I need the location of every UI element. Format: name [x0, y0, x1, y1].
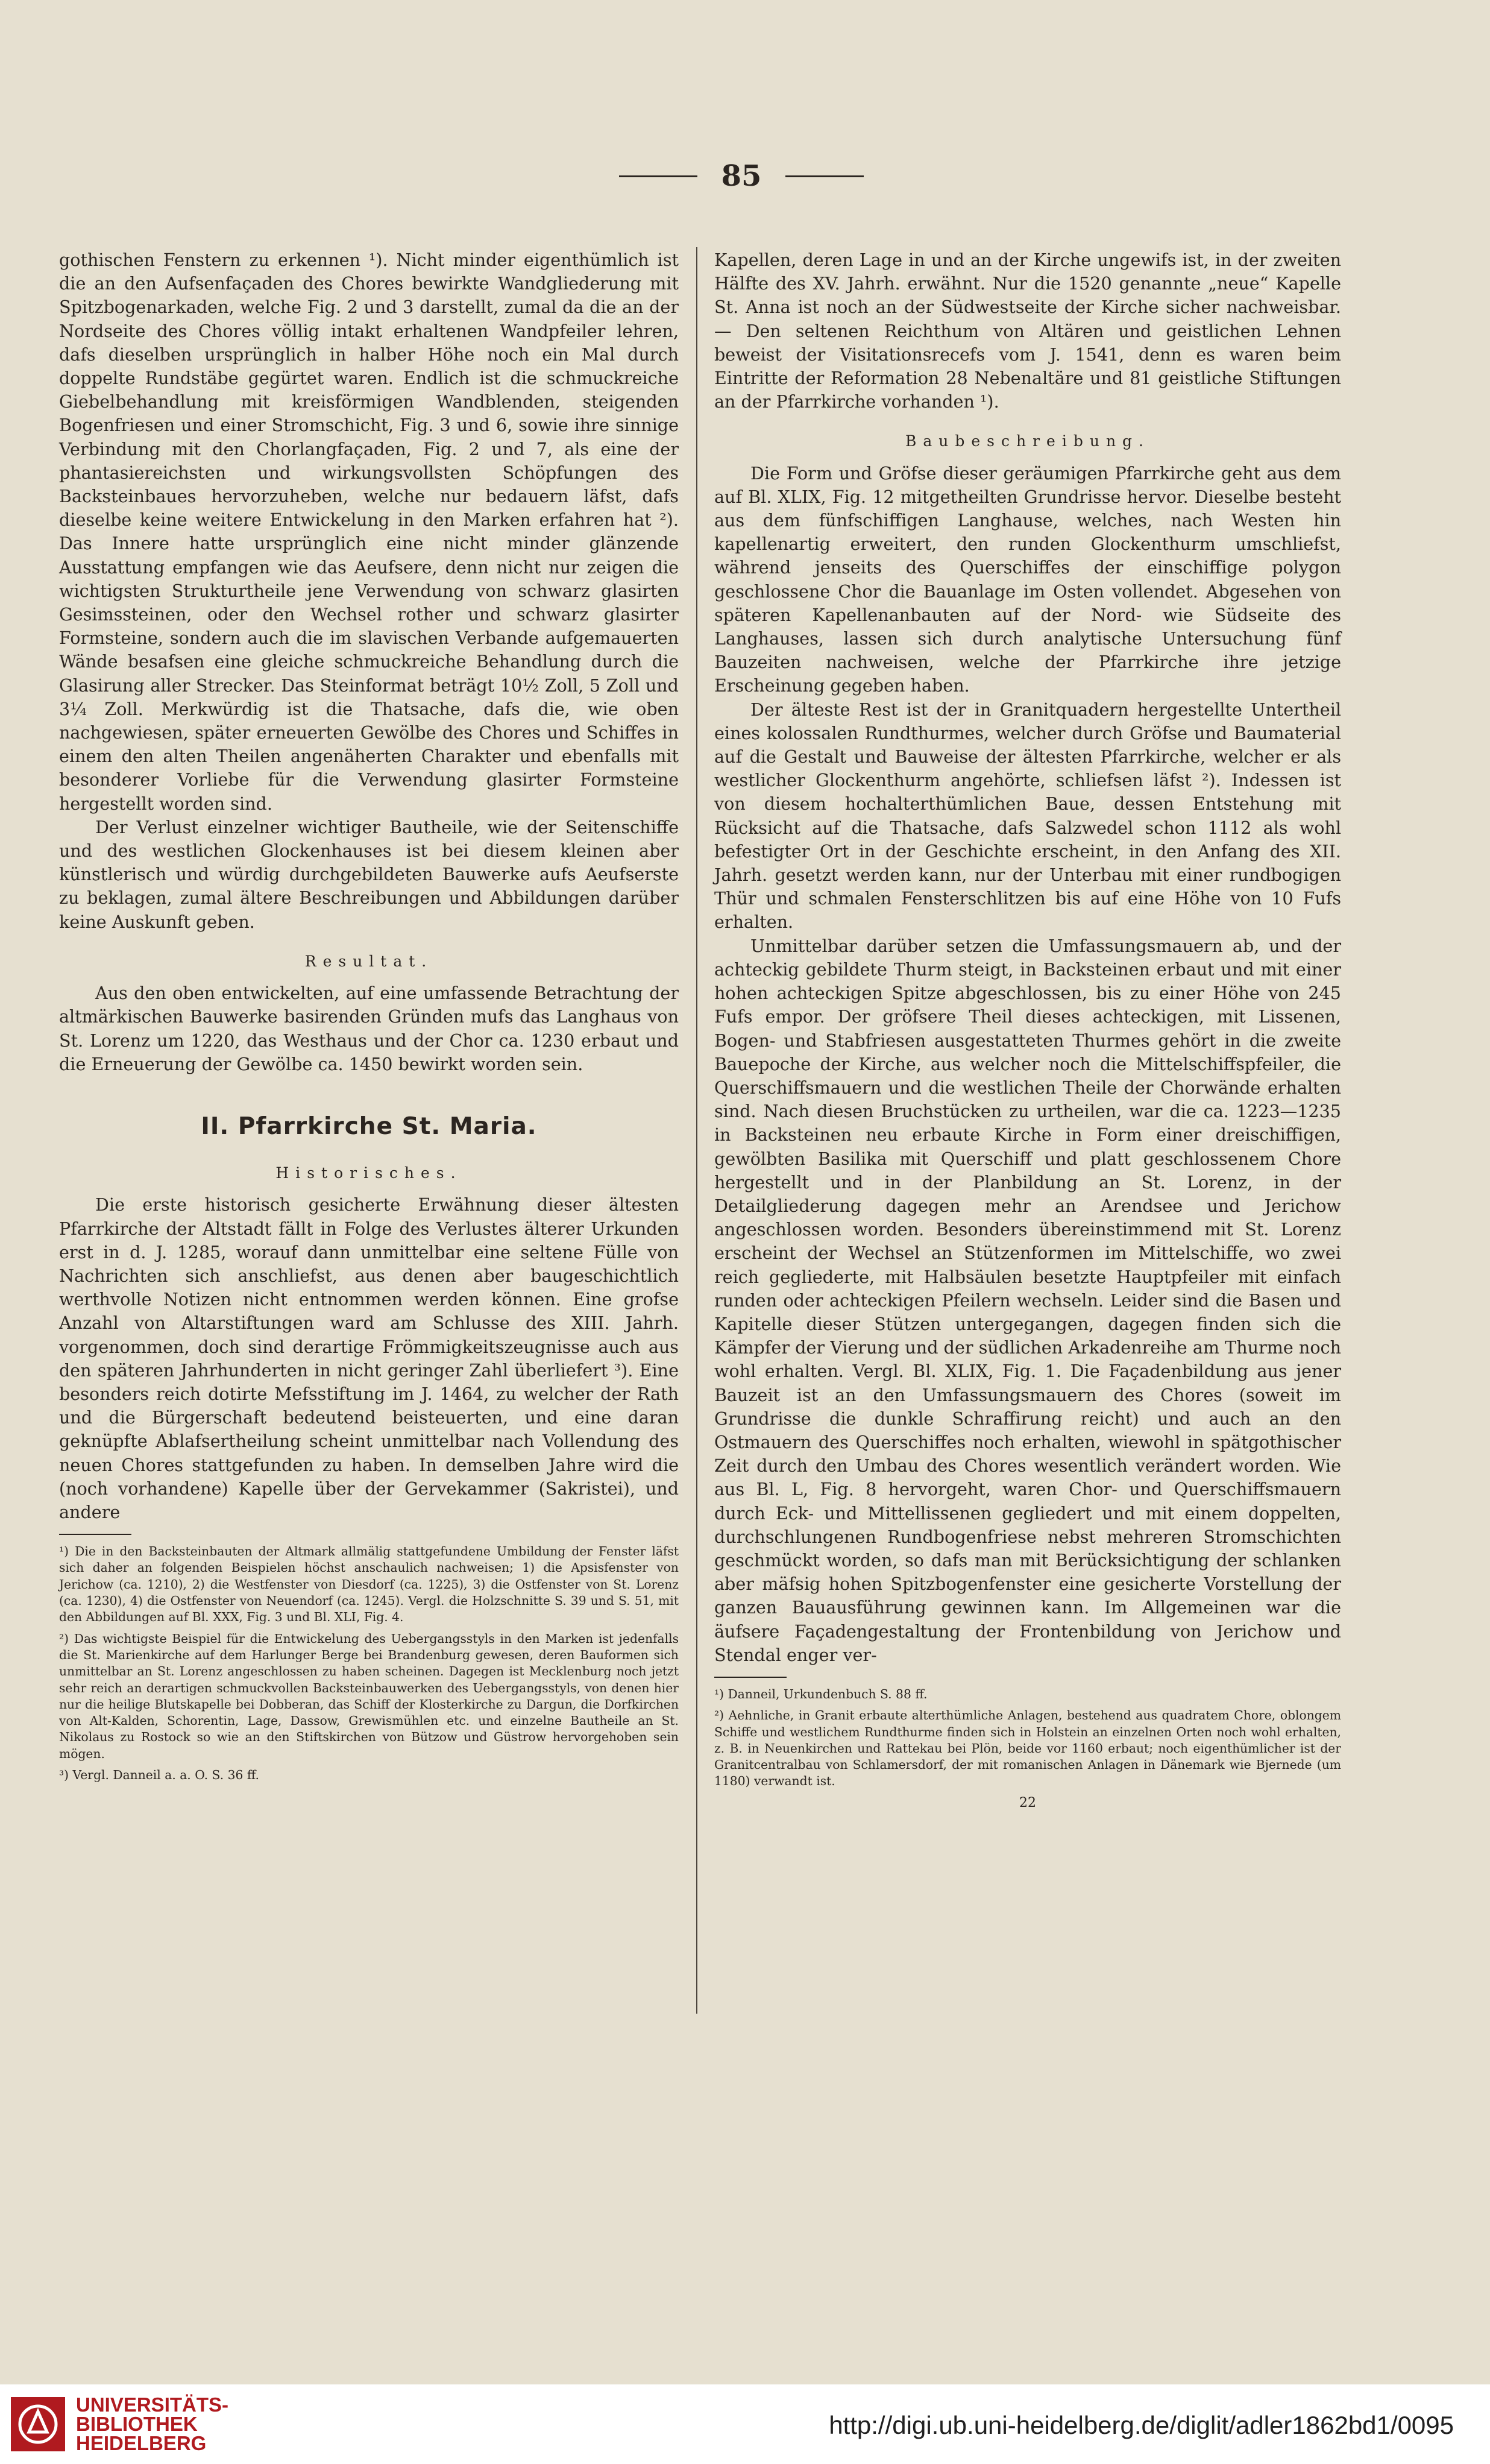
section-heading-historisches: Historisches.: [275, 1164, 462, 1182]
right-paragraph-4: Unmittelbar darüber setzen die Umfassungsmauern ab, und der achteckig gebildete Thurm steigt, in Backsteinen erbaut und mit einer hohen achteckigen Spitze abgeschlossen, bis zu einer Höhe von 245 Fufs empor. Der gröfsere Theil dieses achteckigen, mit Lissenen, Bogen- und Stabfriesen ausgestatteten Thurmes gehört in die zweite Bauepoche der Kirche, aus welcher noch die Mittelschiffspfeiler, die Querschiffsmauern und die westlichen Theile der Chorwände erhalten sind. Nach diesen Bruchstücken zu urtheilen, war die ca. 1223—1235 in Backsteinen neu erbaute Kirche in Form einer dreischiffigen, gewölbten Basilika mit Querschiff und platt geschlossenem Chore hergestellt und in der Planbildung an St. Lorenz, in der Detailgliederung dagegen mehr an Arendsee und Jerichow angeschlossen worden. Besonders übereinstimmend mit St. Lorenz erscheint der Wechsel an Stützenformen im Mittelschiffe, wo zwei reich gegliederte, mit Halbsäulen besetzte Hauptpfeiler mit einfach runden oder achteckigen Pfeilern wechseln. Leider sind die Basen und Kapitelle dieser Stützen untergegangen, dagegen finden sich die Kämpfer der Vierung und der südlichen Arkadenreihe am Thurme noch wohl erhalten. Vergl. Bl. XLIX, Fig. 1. Die Façadenbildung aus jener Bauzeit ist an den Umfassungsmauern des Chores (soweit im Grundrisse die dunkle Schraffirung reicht) und auch an den Ostmauern des Querschiffes noch erhalten, wiewohl in spätgothischer Zeit durch den Umbau des Chores wesentlich verändert worden. Wie aus Bl. L, Fig. 8 hervorgeht, waren Chor- und Querschiffsmauern durch Eck- und Mittellissenen gegliedert und mit einem doppelten, durchschlungenen Rundbogenfriese nebst mehreren Stromschichten geschmückt worden, so dafs man mit Berücksichtigung der schlanken aber mäfsig hohen Spitzbogenfenster eine gesicherte Vorstellung der ganzen Bauausführung gewinnen kann. Im Allgemeinen war die äufsere Façadengestaltung der Frontenbildung von Jerichow und Stendal enger ver-: [714, 935, 1341, 1665]
right-footnote-1: ¹) Danneil, Urkundenbuch S. 88 ff.: [714, 1686, 928, 1701]
right-paragraph-1: Kapellen, deren Lage in und an der Kirche ungewifs ist, in der zweiten Hälfte des XV. Jahrh. erwähnt. Nur die 1520 genannte „neue“ Kapelle St. Anna ist noch an der Südwestseite der Kirche sicher nachweisbar. — Den seltenen Reichthum von Altären und geistlichen Lehnen beweist der Visitationsrecefs vom J. 1541, denn es waren beim Eintritte der Reformation 28 Nebenaltäre und 81 geistliche Stiftungen an der Pfarrkirche vorhanden ¹).: [714, 250, 1341, 412]
footnote-rule-right: [714, 1677, 787, 1678]
left-paragraph-3: Aus den oben entwickelten, auf eine umfassende Betrachtung der altmärkischen Bauwerke basirenden Gründen mufs das Langhaus von St. Lorenz um 1220, das Westhaus und der Chor ca. 1230 erbaut und die Erneuerung der Gewölbe ca. 1450 bewirkt worden sein.: [59, 983, 679, 1074]
footnote-rule-left: [59, 1534, 131, 1535]
left-footnotes: [59, 1543, 679, 1783]
left-column: [59, 248, 679, 1788]
right-paragraph-2: Die Form und Gröfse dieser geräumigen Pfarrkirche geht aus dem auf Bl. XLIX, Fig. 12 mitgetheilten Grundrisse hervor. Dieselbe besteht aus dem fünfschiffigen Langhause, welches, nach Westen hin kapellenartig erweitert, den runden Glockenthurm umschliefst, während jenseits des Querschiffes der einschiffige polygon geschlossene Chor die Bauanlage im Osten vollendet. Abgesehen von späteren Kapellenanbauten auf der Nord- wie Südseite des Langhauses, lassen sich durch analytische Untersuchung fünf Bauzeiten nachweisen, welche der Pfarrkirche ihre jetzige Erscheinung gegeben haben.: [714, 462, 1341, 696]
library-name-line-3: HEIDELBERG: [76, 2432, 207, 2454]
library-logo[interactable]: [11, 2395, 228, 2453]
page-header: [612, 158, 871, 194]
right-paragraph-3: Der älteste Rest ist der in Granitquadern hergestellte Untertheil eines kolossalen Rundthurmes, welcher durch Gröfse und Baumaterial auf die Gestalt und Bauweise der ältesten Pfarrkirche, welcher er als westlicher Glockenthurm angehörte, schliefsen läfst ²). Indessen ist von diesem hochalterthümlichen Baue, dessen Entstehung mit Rücksicht auf die Thatsache, dafs Salzwedel schon 1112 als wohl befestigter Ort in der Geschichte erscheint, in den Anfang des XII. Jahrh. gesetzt werden kann, nur der Unterbau mit einer rundbogigen Thür und schmalen Fensterschlitzen bis auf eine Höhe von 10 Fufs erhalten.: [714, 699, 1341, 933]
column-divider: [696, 247, 697, 2014]
right-footnotes: [714, 1686, 1341, 1811]
page-number: 85: [721, 159, 762, 193]
library-name-line-2: BIBLIOTHEK: [76, 2413, 198, 2435]
left-paragraph-2: Der Verlust einzelner wichtiger Bautheile, wie der Seitenschiffe und des westlichen Glockenhauses ist bei diesem kleinen aber künstlerisch und würdig durchgebildeten Bauwerke aufs Aeufserste zu beklagen, zumal ältere Beschreibungen und Abbildungen darüber keine Auskunft geben.: [59, 816, 679, 932]
header-rule-right: [785, 175, 864, 177]
section-heading-resultat: Resultat.: [304, 952, 433, 970]
viewer-footer: [0, 2384, 1490, 2464]
sheet-number: 22: [1019, 1795, 1036, 1810]
header-rule-left: [619, 175, 697, 177]
left-paragraph-1: gothischen Fenstern zu erkennen ¹). Nicht minder eigenthümlich ist die an den Aufsenfaçaden des Chores bewirkte Wandgliederung mit Spitzbogenarkaden, welche Fig. 2 und 3 darstellt, zumal da die an der Nordseite des Chores völlig intakt erhaltenen Wandpfeiler lehren, dafs dieselben ursprünglich in halber Höhe noch ein Mal durch doppelte Rundstäbe gegürtet waren. Endlich ist die schmuckreiche Giebelbehandlung mit kreisförmigen Wandblenden, steigenden Bogenfriesen und einer Stromschicht, Fig. 3 und 6, sowie ihre sinnige Verbindung mit den Chorlangfaçaden, Fig. 2 und 7, als eine der phantasiereichsten und wirkungsvollsten Schöpfungen des Backsteinbaues hervorzuheben, welche nur bedauern läfst, dafs dieselbe keine weitere Entwickelung in den Marken erfahren hat ²). Das Innere hatte ursprünglich eine nicht minder glänzende Ausstattung empfangen wie das Aeufsere, denn nicht nur zeigen die wichtigsten Strukturtheile jene Verwendung von schwarz glasirten Gesimssteinen, oder den Wechsel rother und schwarz glasirter Formsteine, sondern auch die im slavischen Verbande aufgemauerten Wände besafsen eine gleiche schmuckreiche Behandlung durch die Glasirung aller Strecker. Das Steinformat beträgt 10½ Zoll, 5 Zoll und 3¼ Zoll. Merkwürdig ist die Thatsache, dafs die, wie oben nachgewiesen, später erneuerten Gewölbe des Chores und Schiffes in einem den alten Theilen angenäherten Charakter und ebenfalls mit besonderer Vorliebe für die Verwendung glasirter Formsteine hergestellt worden sind.: [59, 250, 679, 814]
library-seal-icon: [11, 2397, 65, 2451]
right-footnote-2: ²) Aehnliche, in Granit erbaute alterthümliche Anlagen, bestehend aus quadratem Chore, oblongem Schiffe und westlichem Rundthurme finden sich in Holstein an einzelnen Orten noch wohl erhalten, z. B. in Neuenkirchen und Rattekau bei Plön, beide vor 1160 erbaut; noch eigenthümlicher ist der Granitcentralbau von Schlamersdorf, der mit romanischen Anlagen in Dänemark wie Bjernede (um 1180) verwandt ist.: [714, 1708, 1341, 1789]
library-name-line-1: UNIVERSITÄTS-: [76, 2393, 229, 2416]
library-name: [76, 2395, 228, 2453]
left-paragraph-4: Die erste historisch gesicherte Erwähnung dieser ältesten Pfarrkirche der Altstadt fällt in Folge des Verlustes älterer Urkunden erst in d. J. 1285, worauf dann unmittelbar eine seltene Fülle von Nachrichten sich anschliefst, aus denen aber baugeschichtlich werthvolle Notizen nicht entnommen werden können. Eine grofse Anzahl von Altarstiftungen ward am Schlusse des XIII. Jahrh. vorgenommen, doch sind derartige Frömmigkeitszeugnisse auch aus den späteren Jahrhunderten in nicht geringer Zahl überliefert ³). Eine besonders reich dotirte Mefsstiftung im J. 1464, zu welcher der Rath und die Bürgerschaft bedeutend beisteuerten, und eine daran geknüpfte Ablafsertheilung scheint unmittelbar nach Vollendung des neuen Chores stattgefunden zu haben. In demselben Jahre wird die (noch vorhandene) Kapelle über der Gervekammer (Sakristei), und andere: [59, 1194, 679, 1522]
chapter-title: II. Pfarrkirche St. Maria.: [201, 1112, 537, 1140]
section-heading-baubeschreibung: Baubeschreibung.: [905, 432, 1150, 450]
left-footnote-2: ²) Das wichtigste Beispiel für die Entwickelung des Uebergangsstyls in den Marken ist jedenfalls die St. Marienkirche auf dem Harlunger Berge bei Brandenburg gewesen, deren Bauformen sich unmittelbar an St. Lorenz angeschlossen zu haben scheinen. Dagegen ist Mecklenburg noch jetzt sehr reich an derartigen schmuckvollen Backsteinbauwerken des Uebergangsstyls, von denen hier nur die heilige Blutskapelle bei Dobberan, das Schiff der Klosterkirche zu Dargun, die Dorfkirchen von Alt-Kalden, Schorentin, Lage, Dassow, Grewismühlen etc. und einzelne Bautheile an St. Nikolaus zu Rostock so wie an den Stiftskirchen von Bützow und Güstrow hervorgehoben sein mögen.: [59, 1631, 679, 1761]
permalink-url[interactable]: http://digi.ub.uni-heidelberg.de/diglit/adler1862bd1/0095: [829, 2411, 1454, 2439]
left-footnote-3: ³) Vergl. Danneil a. a. O. S. 36 ff.: [59, 1768, 259, 1783]
left-footnote-1: ¹) Die in den Backsteinbauten der Altmark allmälig stattgefundene Umbildung der Fenster läfst sich daher an folgenden Beispielen höchst anschaulich nachweisen; 1) die Apsisfenster von Jerichow (ca. 1210), 2) die Westfenster von Diesdorf (ca. 1225), 3) die Ostfenster von St. Lorenz (ca. 1230), 4) die Ostfenster von Neuendorf (ca. 1245). Vergl. die Holzschnitte S. 39 und S. 51, mit den Abbildungen auf Bl. XXX, Fig. 3 und Bl. XLI, Fig. 4.: [59, 1544, 679, 1625]
right-column: [714, 248, 1341, 1811]
